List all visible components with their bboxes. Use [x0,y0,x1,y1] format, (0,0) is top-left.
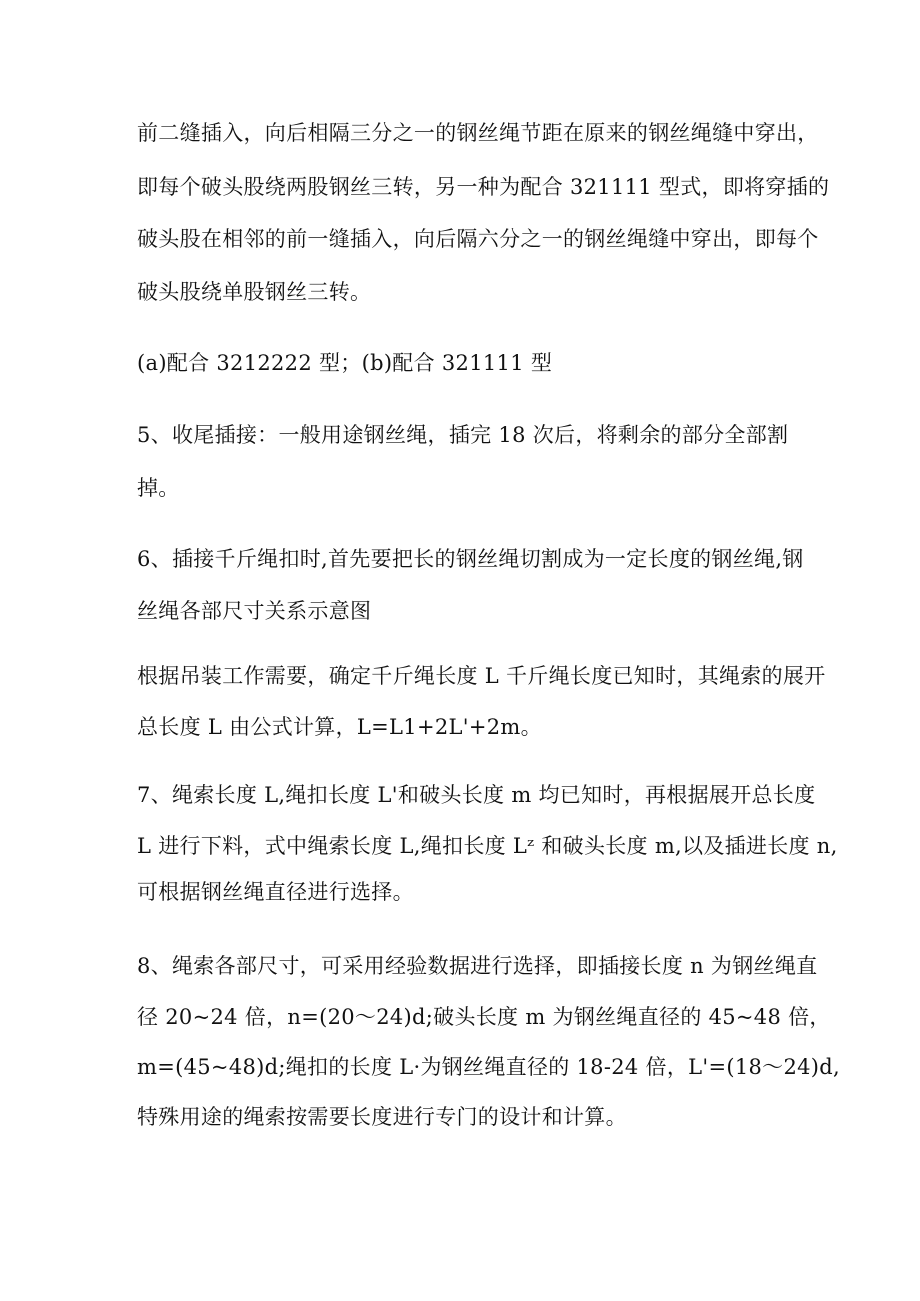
text-line: 6、插接千斤绳扣时,首先要把长的钢丝绳切割成为一定长度的钢丝绳,钢 [137,547,804,571]
text-line: 掉。 [137,476,180,500]
text-line: 破头股在相邻的前一缝插入，向后隔六分之一的钢丝绳缝中穿出，即每个 [137,227,819,251]
text-line: 径 20~24 倍，n=(20～24)d;破头长度 m 为钢丝绳直径的 45~48 倍， [137,1005,831,1029]
figure-caption: (a)配合 3212222 型；(b)配合 321111 型 [137,351,553,375]
text-line: 前二缝插入，向后相隔三分之一的钢丝绳节距在原来的钢丝绳缝中穿出， [137,121,819,145]
text-line: m=(45~48)d;绳扣的长度 L·为钢丝绳直径的 18-24 倍，L'=(18～24)d, [137,1055,840,1079]
text-line: 5、收尾插接：一般用途钢丝绳，插完 18 次后，将剩余的部分全部割 [137,423,789,447]
text-line: 7、绳索长度 L,绳扣长度 L'和破头长度 m 均已知时，再根据展开总长度 [137,783,816,807]
text-line: 特殊用途的绳索按需要长度进行专门的设计和计算。 [137,1105,627,1129]
text-line: 可根据钢丝绳直径进行选择。 [137,880,414,904]
text-line: L 进行下料，式中绳索长度 L,绳扣长度 Lᶻ 和破头长度 m,以及插进长度 n, [137,834,838,858]
text-line: 即每个破头股绕两股钢丝三转，另一种为配合 321111 型式，即将穿插的 [137,175,830,199]
text-line: 破头股绕单股钢丝三转。 [137,280,372,304]
text-line: 8、绳索各部尺寸，可采用经验数据进行选择，即插接长度 n 为钢丝绳直 [137,954,818,978]
text-line: 根据吊装工作需要，确定千斤绳长度 L 千斤绳长度已知时，其绳索的展开 [137,664,826,688]
text-line: 丝绳各部尺寸关系示意图 [137,599,372,623]
text-line: 总长度 L 由公式计算，L=L1+2L'+2m。 [137,715,542,739]
